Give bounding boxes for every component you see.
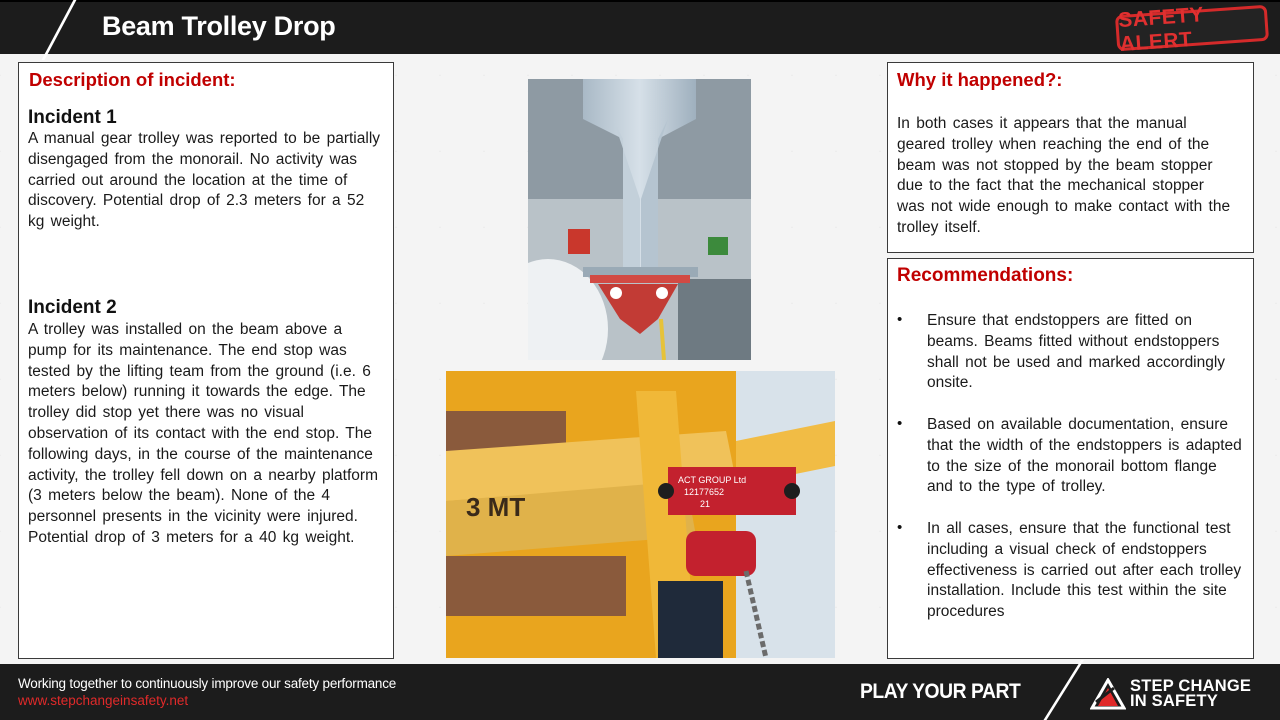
brand-name-line-2: IN SAFETY <box>1130 692 1218 710</box>
incident-1-text: A manual gear trolley was reported to be partially disengaged from the monorail. No activity was carried out around the location at the time of discovery. Potential drop of 2.3 meters for a 52 kg weight. <box>28 130 381 231</box>
recommendation-text: In all cases, ensure that the functional test including a visual check of endstoppers effectiveness is carried out after each trolley installation. Include this test within the site procedures <box>927 520 1242 621</box>
description-heading: Description of incident: <box>29 69 236 90</box>
beam-stopper-illustration <box>528 79 751 360</box>
why-heading: Why it happened?: <box>897 69 1063 90</box>
beam-marking-text: 3 MT <box>466 492 526 522</box>
recommendations-heading: Recommendations: <box>897 265 1074 286</box>
safety-alert-stamp-text: SAFETY ALERT <box>1117 3 1205 57</box>
hoist-label-2: 12177652 <box>684 487 725 497</box>
recommendations-panel <box>887 258 1254 659</box>
incident-2-title: Incident 2 <box>28 297 117 318</box>
brand-name-line-1: STEP CHANGE <box>1130 677 1252 695</box>
trolley-hoist-illustration <box>446 371 835 658</box>
header-bar <box>0 0 1280 57</box>
why-panel <box>887 62 1254 253</box>
incident-1-title: Incident 1 <box>28 107 117 128</box>
incident-2-text: A trolley was installed on the beam above a pump for its maintenance. The end stop was tested by the lifting team from the ground (i.e. 6 meters below) running it towards the edge. The trolley did stop yet there was no visual observation of its contact with the end stop. The following days, in the course of the maintenance activity, the trolley fell down on a nearby platform (3 meters below the beam). None of the 4 personnel presents in the vicinity were injured. Potential drop of 3 meters for a 40 kg weight. <box>28 321 378 546</box>
footer-bar <box>0 664 1280 720</box>
header-slash-divider <box>42 0 78 60</box>
footer-tagline: Working together to continuously improve our safety performance <box>18 676 397 691</box>
play-your-part-slogan: PLAY YOUR PART <box>860 680 1021 703</box>
footer-slash-divider <box>1041 660 1084 720</box>
footer-website-link[interactable]: www.stepchangeinsafety.net <box>18 693 189 708</box>
step-change-logo-icon <box>1090 678 1126 710</box>
safety-alert-stamp <box>1115 3 1269 57</box>
why-text: In both cases it appears that the manual geared trolley when reaching the end of the beam was not stopped by the beam stopper due to the fact that the mechanical stopper was not wide enough to make contact with the trolley itself. <box>897 115 1231 236</box>
recommendation-text: Based on available documentation, ensure that the width of the endstoppers is adapted to the size of the monorail bottom flange and to the type of trolley. <box>927 416 1242 496</box>
hoist-label-1: ACT GROUP Ltd <box>678 475 747 485</box>
hoist-label-3: 21 <box>700 499 711 509</box>
bullet: • <box>897 415 903 432</box>
bullet: • <box>897 519 903 536</box>
bullet: • <box>897 311 903 328</box>
page-title: Beam Trolley Drop <box>102 11 336 41</box>
beam-stopper-photo <box>528 79 751 360</box>
header-accent-line <box>0 0 1280 2</box>
recommendation-text: Ensure that endstoppers are fitted on beams. Beams fitted without endstoppers shall not be used and marked accordingly onsite. <box>927 312 1226 392</box>
trolley-hoist-photo <box>446 371 835 658</box>
